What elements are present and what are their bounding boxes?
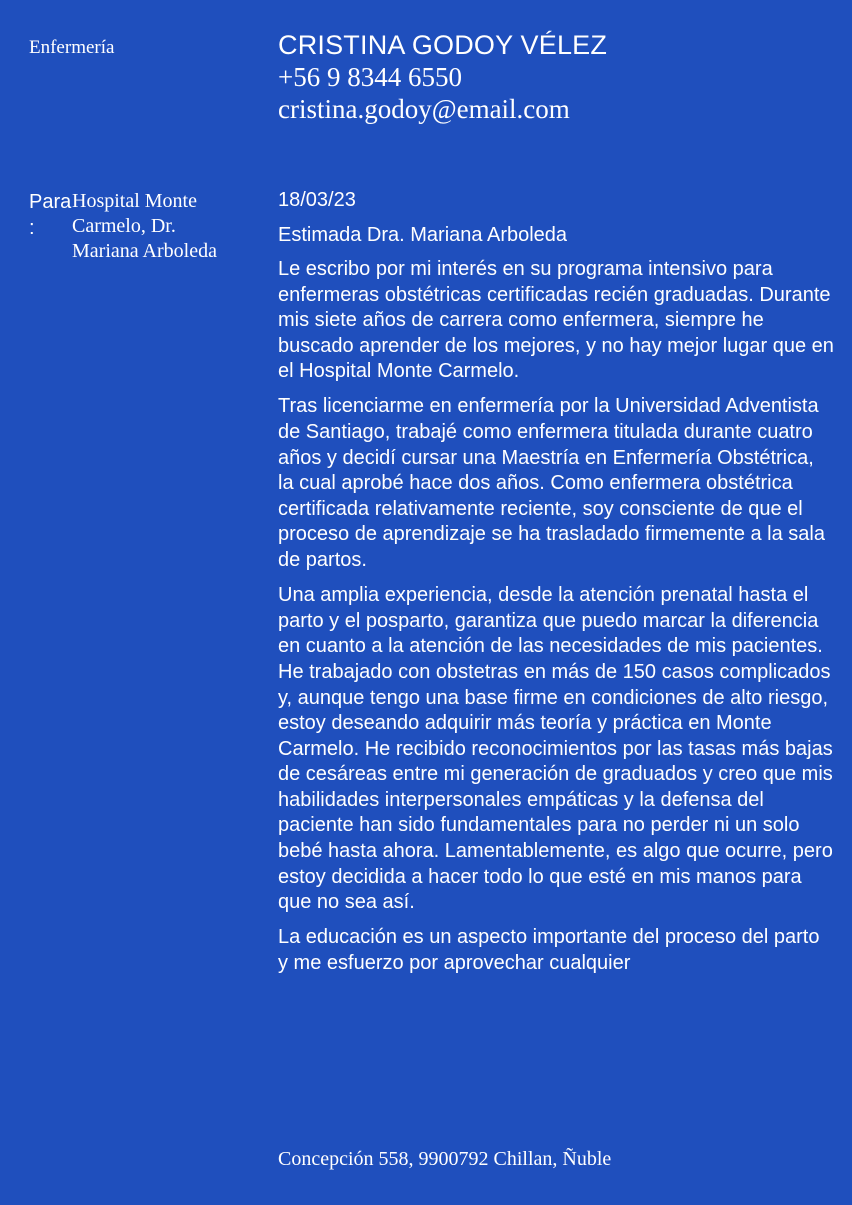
letter-paragraph: Una amplia experiencia, desde la atención prenatal hasta el parto y el posparto, garantiza que puedo marcar la diferencia en cuanto a la atención de las necesidades de mis pacientes. He trabajado con obstetras en más de 150 casos complicados y, aunque tengo una base firme en condiciones de alto riesgo, estoy deseando adquirir más teoría y práctica en Monte Carmelo. He recibido reconocimientos por las tasas más bajas de cesáreas entre mi generación de graduados y creo que mis habilidades interpersonales empáticas y la defensa del paciente han sido fundamentales para no perder ni un solo bebé hasta ahora. Lamentablemente, es algo que ocurre, pero estoy decidida a hacer todo lo que esté en mis manos para que no sea así. [278, 584, 833, 914]
sender-header [278, 29, 838, 125]
letter-date: 18/03/23 [278, 189, 356, 211]
letter-paragraph: Tras licenciarme en enfermería por la Universidad Adventista de Santiago, trabajé como enfermera titulada durante cuatro años y decidí cursar una Maestría en Enfermería Obstétrica, la cual aprobé hace dos años. Como enfermera obstétrica certificada relativamente reciente, soy consciente de que el proceso de aprendizaje se ha trasladado firmemente a la sala de partos. [278, 395, 825, 572]
letter-salutation: Estimada Dra. Mariana Arboleda [278, 224, 568, 246]
department-label: Enfermería [29, 37, 115, 58]
recipient-label: Para : [29, 191, 72, 239]
sender-email: cristina.godoy@email.com [278, 94, 570, 124]
footer-address: Concepción 558, 9900792 Chillan, Ñuble [278, 1148, 612, 1170]
letter-paragraph: Le escribo por mi interés en su programa intensivo para enfermeras obstétricas certificadas recién graduadas. Durante mis siete años de carrera como enfermera, siempre he buscado aprender de los mejores, y no hay mejor lugar que en el Hospital Monte Carmelo. [278, 258, 834, 383]
letter-body [278, 187, 834, 986]
recipient-text: Hospital Monte Carmelo, Dr. Mariana Arboleda [72, 190, 217, 262]
sender-name: CRISTINA GODOY VÉLEZ [278, 30, 608, 60]
letter-paragraph: La educación es un aspecto importante del proceso del parto y me esfuerzo por aprovechar cualquier [278, 926, 820, 974]
sender-phone: +56 9 8344 6550 [278, 62, 462, 92]
